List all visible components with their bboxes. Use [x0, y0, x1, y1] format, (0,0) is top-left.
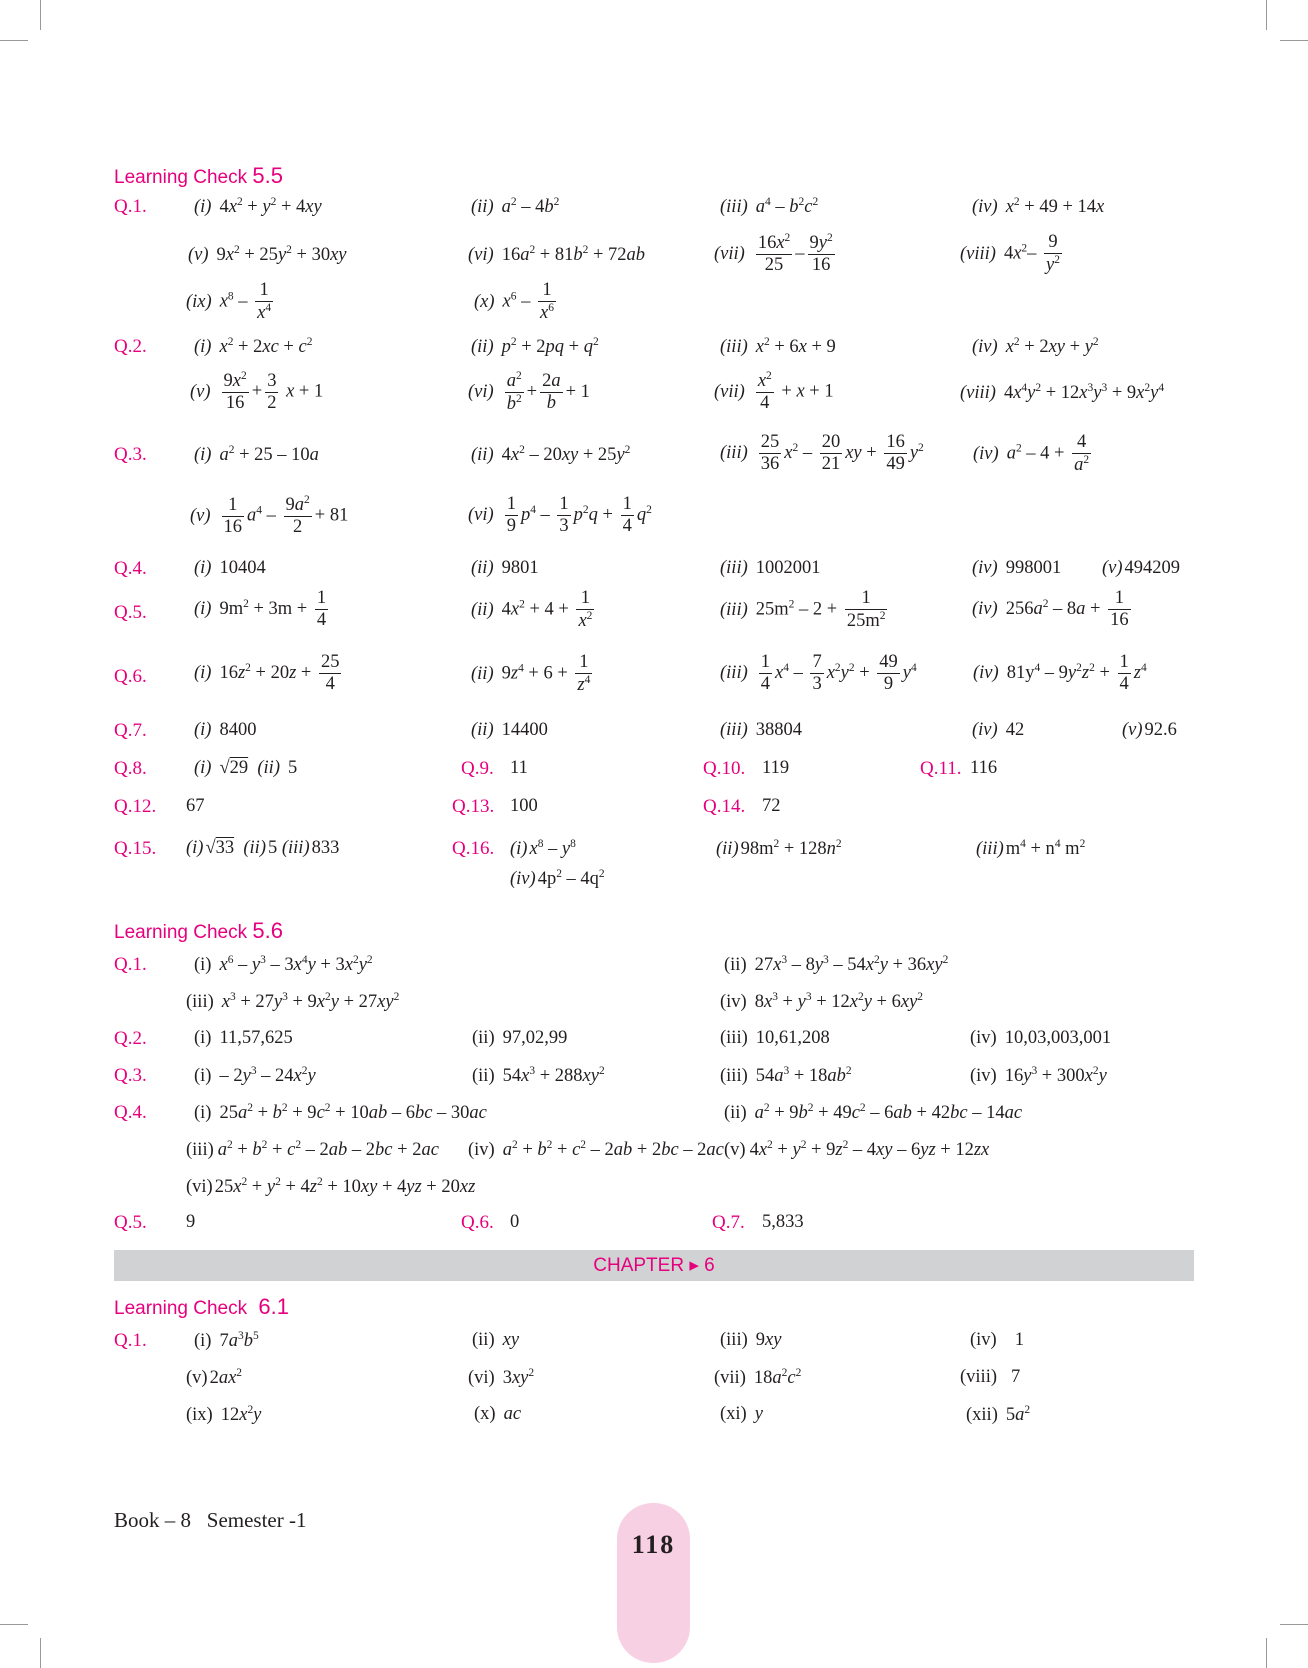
answer: (ix) $12x^2y$ — [186, 1404, 262, 1426]
answer-row — [0, 1404, 1308, 1440]
answer-value: 8400 — [219, 720, 257, 740]
crop-mark — [40, 0, 41, 30]
answer: (iv) $81y^4 - 9y^2z^2$ + $\frac{1}{4}$ $z^4$ — [973, 652, 1147, 695]
question-number: Q.3. — [114, 444, 147, 465]
answer: (ii) $27x^3 - 8y^3 - 54x^2y + 36xy^2$ — [724, 954, 949, 976]
answer: (iii) 10,61,208 — [720, 1028, 830, 1048]
answer-value: 5,833 — [762, 1212, 804, 1232]
answer: (i) 11,57,625 — [194, 1028, 293, 1048]
answer-value: 9801 — [501, 558, 539, 578]
question-number: Q.7. — [114, 720, 147, 741]
answer: (iii) $a^2 + b^2 + c^2 - 2ab - 2bc + 2ac$ — [186, 1139, 439, 1161]
question-number: Q.16. — [452, 838, 495, 859]
heading-number: 5.5 — [252, 163, 283, 188]
crop-mark — [40, 1638, 41, 1668]
answer-value: 42 — [1005, 720, 1025, 740]
answer: (iv) $x^2 + 49 + 14x$ — [972, 196, 1105, 218]
answer: (iv) $8x^3 + y^3 + 12x^2y + 6xy^2$ — [720, 991, 924, 1013]
answer-row — [0, 494, 1308, 544]
page-number-badge — [617, 1503, 690, 1663]
answer-value: 1002001 — [755, 558, 821, 578]
question-number: Q.2. — [114, 336, 147, 357]
question-number: Q.6. — [461, 1212, 494, 1233]
answer: (iv) 42 — [972, 720, 1025, 740]
section-heading-6-1 — [114, 1294, 289, 1320]
heading-text: Learning Check — [114, 167, 248, 188]
answer-value: 116 — [970, 758, 998, 778]
heading-number: 5.6 — [252, 918, 283, 943]
answer-value: 38804 — [755, 720, 802, 740]
answer-value: 11,57,625 — [219, 1028, 293, 1048]
answer: (iv) 10,03,003,001 — [970, 1028, 1112, 1048]
answer: (v) 92.6 — [1122, 720, 1177, 740]
answer: (i) 10404 — [194, 558, 266, 578]
crop-mark — [0, 40, 28, 41]
answer-row — [0, 1176, 1308, 1212]
answer: (x) ac — [474, 1404, 522, 1424]
answer: (iii) $\frac{1}{4}$ $x^4$ – $\frac{7}{3}$ $x^2y^2$ + $\frac{49}{9}$ $y^4$ — [720, 652, 917, 695]
answer: (v) $4x^2 + y^2 + 9z^2 - 4xy - 6yz + 12zx$ — [724, 1139, 990, 1161]
question-number: Q.3. — [114, 1065, 147, 1086]
answer-row — [0, 588, 1308, 640]
answer: (i) $7a^3b^5$ — [194, 1330, 259, 1352]
answer: (ii) $4x^2 - 20xy + 25y^2$ — [471, 444, 631, 466]
answer: (i) $x^2 + 2xc + c^2$ — [194, 336, 313, 358]
question-number: Q.2. — [114, 1028, 147, 1049]
answer-row — [0, 954, 1308, 990]
answer: (vi) $\frac{1}{9}$ $p^4$ – $\frac{1}{3}$ $p^2q$ + $\frac{1}{4}$ $q^2$ — [468, 494, 652, 537]
question-number: Q.6. — [114, 666, 147, 687]
section-heading-5-6 — [114, 918, 283, 944]
answer: (iii) $54a^3 + 18ab^2$ — [720, 1065, 852, 1087]
answer: (iii) $x^3 + 27y^3 + 9x^2y + 27xy^2$ — [186, 991, 400, 1013]
answer: (x) $x^6$ – $\frac{1}{x^6}$ — [474, 280, 554, 324]
page-number: 118 — [631, 1530, 676, 1559]
question-number: Q.15. — [114, 838, 157, 859]
chapter-banner: CHAPTER ▸ 6 — [114, 1250, 1194, 1281]
question-number: Q.5. — [114, 1212, 147, 1233]
answer: (viii) $4x^4y^2 + 12x^3y^3 + 9x^2y^4$ — [960, 382, 1165, 404]
answer: (iii) 9xy — [720, 1330, 782, 1350]
answer-value: 72 — [762, 796, 781, 816]
answer: (i) 8400 — [194, 720, 257, 740]
answer: (iv) $a^2 + b^2 + c^2 - 2ab + 2bc - 2ac$ — [468, 1139, 724, 1161]
answer-row — [0, 758, 1308, 794]
answer: (i) $16z^2 + 20z$ + $\frac{25}{4}$ — [194, 652, 340, 695]
answer: $(i) - 2y^3 - 24x^2y$ — [194, 1065, 316, 1087]
answer-row — [0, 280, 1308, 324]
answer-row — [0, 796, 1308, 832]
answer: (i) $25a^2 + b^2 + 9c^2 + 10ab - 6bc - 30ac$ — [194, 1102, 487, 1124]
answer: (viii) 7 — [960, 1367, 1021, 1387]
answer: (xii) $5a^2$ — [966, 1404, 1031, 1426]
answer: (iii) $a^4 - b^2c^2$ — [720, 196, 819, 218]
answer: (iii) 1002001 — [720, 558, 821, 578]
crop-mark — [1266, 1638, 1267, 1668]
answer: (ii) 14400 — [471, 720, 548, 740]
answer: (ii) $98m^2 + 128n^2$ — [716, 838, 842, 860]
answer: (v) $2ax^2$ — [186, 1367, 243, 1389]
answer: (iv) $16y^3 + 300x^2y$ — [970, 1065, 1107, 1087]
answer-value: 92.6 — [1144, 720, 1177, 740]
semester-label: Semester -1 — [206, 1508, 307, 1532]
answer-row — [0, 1367, 1308, 1403]
answer: (i) $x^6 - y^3 - 3x^4y + 3x^2y^2$ — [194, 954, 373, 976]
question-number: Q.4. — [114, 558, 147, 579]
answer: (iv) $4p^2 - 4q^2$ — [510, 868, 605, 890]
answer: (v) 494209 — [1102, 558, 1181, 578]
crop-mark — [1266, 0, 1267, 30]
answer: (ii) 97,02,99 — [472, 1028, 568, 1048]
answer-value: 11 — [510, 758, 528, 778]
answer: (iii) $m^4 + n^4$ $m^2$ — [976, 838, 1086, 860]
crop-mark — [1280, 40, 1308, 41]
question-number: Q.5. — [114, 602, 147, 623]
answer-row — [0, 720, 1308, 756]
answer-row — [0, 1330, 1308, 1366]
answer-row — [0, 232, 1308, 282]
answer: (i) √29 (ii) 5 — [194, 758, 298, 778]
answer-row — [0, 432, 1308, 482]
answer: (iv) $x^2 + 2xy + y^2$ — [972, 336, 1099, 358]
answer: (ii) $9z^4 + 6$ + $\frac{1}{z^4}$ — [471, 652, 591, 696]
footer-book-info — [114, 1508, 307, 1533]
question-number: Q.9. — [461, 758, 494, 779]
question-number: Q.10. — [703, 758, 746, 779]
answer: (vii) $18a^2c^2$ — [714, 1367, 802, 1389]
answer: (vi) $25x^2 + y^2 + 4z^2 + 10xy + 4yz + 20xz$ — [186, 1176, 476, 1198]
answer-row — [0, 336, 1308, 372]
question-number: Q.1. — [114, 196, 147, 217]
heading-text: Learning Check — [114, 922, 248, 943]
question-number: Q.13. — [452, 796, 495, 817]
question-number: Q.11. — [920, 758, 962, 779]
answer-row — [0, 370, 1308, 418]
answer-value: 998001 — [1005, 558, 1062, 578]
answer: (ii) $a^2 - 4b^2$ — [471, 196, 560, 218]
question-number: Q.4. — [114, 1102, 147, 1123]
answer: (vi) $3xy^2$ — [468, 1367, 535, 1389]
answer-value: 494209 — [1124, 558, 1181, 578]
heading-text: Learning Check — [114, 1298, 248, 1319]
answer: (ix) $x^8$ – $\frac{1}{x^4}$ — [186, 280, 272, 324]
book-label: Book – 8 — [114, 1508, 192, 1532]
section-heading-5-5 — [114, 163, 283, 189]
answer-row — [0, 991, 1308, 1027]
answer: (iv) 1 — [970, 1330, 1024, 1350]
question-number: Q.12. — [114, 796, 157, 817]
answer: (i) $a^2 + 25 - 10a$ — [194, 444, 319, 466]
answer: (v) $\frac{1}{16}$ $a^4$ – $\frac{9a^2}{2}$ + 81 — [190, 494, 349, 538]
answer: (iv) 998001 — [972, 558, 1062, 578]
answer: (ii) $p^2 + 2pq + q^2$ — [471, 336, 599, 358]
answer: (iv) $256a^2 - 8a$ + $\frac{1}{16}$ — [972, 588, 1129, 631]
answer: (iii) $x^2 + 6x + 9$ — [720, 336, 836, 358]
crop-mark — [0, 1624, 28, 1625]
answer: (ii) 9801 — [471, 558, 539, 578]
question-number: Q.7. — [712, 1212, 745, 1233]
answer-row — [0, 1065, 1308, 1101]
answer: (ii) $4x^2 + 4$ + $\frac{1}{x^2}$ — [471, 588, 593, 632]
answer-row — [0, 1139, 1308, 1175]
answer-row — [0, 196, 1308, 232]
answer-value: 0 — [510, 1212, 520, 1232]
question-number: Q.14. — [703, 796, 746, 817]
answer: (ii) $54x^3 + 288xy^2$ — [472, 1065, 605, 1087]
answer: (vii) $\frac{x^2}{4}$ + x + 1 — [714, 370, 834, 414]
answer: (ii) xy — [472, 1330, 520, 1350]
heading-number: 6.1 — [258, 1294, 289, 1319]
answer: (vi) $16a^2 + 81b^2 + 72ab$ — [468, 244, 646, 266]
answer-row — [0, 1212, 1308, 1248]
answer-value: 10404 — [219, 558, 266, 578]
answer: (iv) $a^2 - 4$ + $\frac{4}{a^2}$ — [973, 432, 1090, 476]
answer-row — [0, 652, 1308, 704]
answer-value: 67 — [186, 796, 205, 816]
answer: (i) $9m^2 + 3m$ + $\frac{1}{4}$ — [194, 588, 327, 631]
question-number: Q.8. — [114, 758, 147, 779]
answer: (ii) $a^2 + 9b^2 + 49c^2 - 6ab + 42bc - 14ac$ — [724, 1102, 1023, 1124]
answer-value: 14400 — [501, 720, 548, 740]
crop-mark — [1280, 1624, 1308, 1625]
answer: (xi) y — [720, 1404, 763, 1424]
answer-value: 9 — [186, 1212, 196, 1232]
answer-row — [0, 1028, 1308, 1064]
answer-value: 5 — [287, 758, 298, 778]
answer-row — [0, 1102, 1308, 1138]
answer-value: 97,02,99 — [502, 1028, 568, 1048]
answer-value: 10,03,003,001 — [1004, 1028, 1112, 1048]
answer: (iii) $\frac{25}{36}$ $x^2$ – $\frac{20}{21}$ xy + $\frac{16}{49}$ $y^2$ — [720, 432, 924, 475]
answer: (iii) $25m^2 - 2$ + $\frac{1}{25m^2}$ — [720, 588, 886, 632]
answer: (vii) $\frac{16x^2}{25}$ – $\frac{9y^2}{16}$ — [714, 232, 833, 276]
answer: (viii) $4x^2-$ $\frac{9}{y^2}$ — [960, 232, 1060, 276]
answer: (i) $x^8 - y^8$ — [510, 838, 576, 860]
answer-value: 10,61,208 — [755, 1028, 830, 1048]
answer: (i) √33 (ii) 5 (iii) 833 — [186, 838, 340, 858]
answer-row — [0, 868, 1308, 904]
answer-value: 100 — [510, 796, 538, 816]
answer: (v) $\frac{9x^2}{16}$ + $\frac{3}{2}$ x + 1 — [190, 370, 324, 414]
answer: (vi) $\frac{a^2}{b^2}$ + $\frac{2a}{b}$ + 1 — [468, 370, 590, 415]
answer: (iii) 38804 — [720, 720, 802, 740]
question-number: Q.1. — [114, 954, 147, 975]
question-number: Q.1. — [114, 1330, 147, 1351]
answer: (i) $4x^2 + y^2 + 4xy$ — [194, 196, 322, 218]
answer: (v) $9x^2 + 25y^2 + 30xy$ — [188, 244, 347, 266]
answer-value: 119 — [762, 758, 790, 778]
